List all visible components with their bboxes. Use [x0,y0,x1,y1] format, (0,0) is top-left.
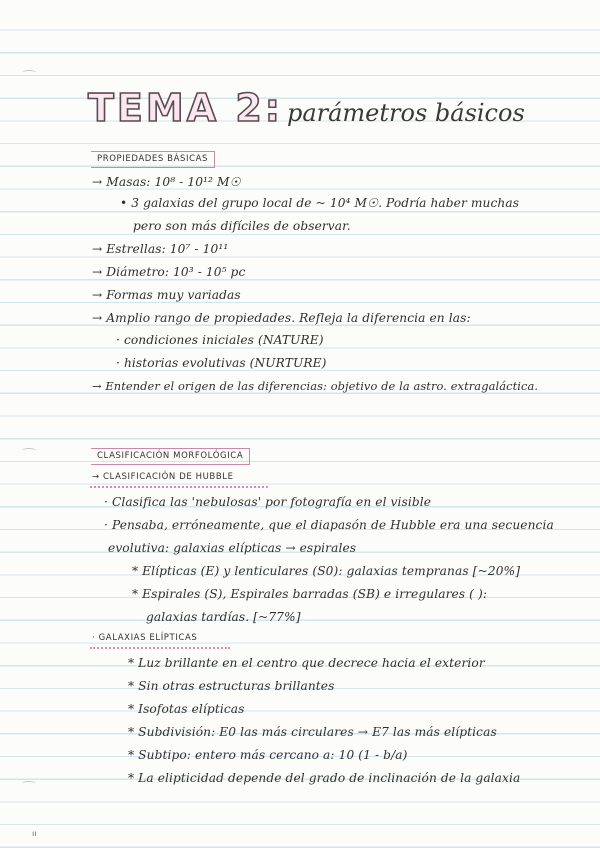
title-small: parámetros básicos [286,99,525,127]
text-line: pero son más difíciles de observar. [133,219,351,233]
text-line: → Estrellas: 10⁷ - 10¹¹ [92,242,229,256]
text-line: * Sin otras estructuras brillantes [128,679,335,693]
text-line: * Luz brillante en el centro que decrece hacia el exterior [128,656,485,670]
page-title [88,86,525,130]
text-line: evolutiva: galaxias elípticas → espirales [108,541,357,555]
text-line: * Subtipo: entero más cercano a: 10 (1 - b/a) [128,748,408,762]
text-line: * Subdivisión: E0 las más circulares → E7 las más elípticas [128,725,497,739]
text-line: * La elipticidad depende del grado de inclinación de la galaxia [128,771,521,785]
text-line: · Pensaba, erróneamente, que el diapasón de Hubble era una secuencia [104,518,554,532]
text-line: · condiciones iniciales (NATURE) [116,333,324,347]
text-line: → Diámetro: 10³ - 10⁵ pc [92,265,246,279]
text-line: * Elípticas (E) y lenticulares (S0): galaxias tempranas [~20%] [132,564,521,578]
text-line: * Espirales (S), Espirales barradas (SB) e irregulares ( ): [132,587,488,601]
subheading-hubble: → CLASIFICACIÓN DE HUBBLE [92,472,234,482]
text-line: → Entender el origen de las diferencias: objetivo de la astro. extragaláctica. [92,379,539,393]
section-heading-propiedades: PROPIEDADES BÁSICAS [91,151,215,168]
margin-mark [22,70,36,75]
text-line: * Isofotas elípticas [128,702,245,716]
section-heading-clasificacion: CLASIFICACIÓN MORFOLÓGICA [91,448,250,465]
margin-mark [22,448,36,453]
pink-underline [90,647,230,649]
text-line: → Amplio rango de propiedades. Refleja la diferencia en las: [92,311,471,325]
text-line: · Clasifica las 'nebulosas' por fotografía en el visible [104,495,432,509]
pink-underline [90,486,268,488]
title-big: TEMA 2: [88,86,283,130]
corner-mark: ıı [32,829,37,838]
text-line: galaxias tardías. [~77%] [146,610,301,624]
text-line: · historias evolutivas (NURTURE) [116,356,327,370]
text-line: → Masas: 10⁸ - 10¹² M☉ [92,175,241,189]
text-line: • 3 galaxias del grupo local de ~ 10⁴ M☉. Podría haber muchas [120,196,520,210]
text-line: → Formas muy variadas [92,288,241,302]
subheading-elipticas: · GALAXIAS ELÍPTICAS [92,633,198,643]
margin-mark [22,781,36,786]
